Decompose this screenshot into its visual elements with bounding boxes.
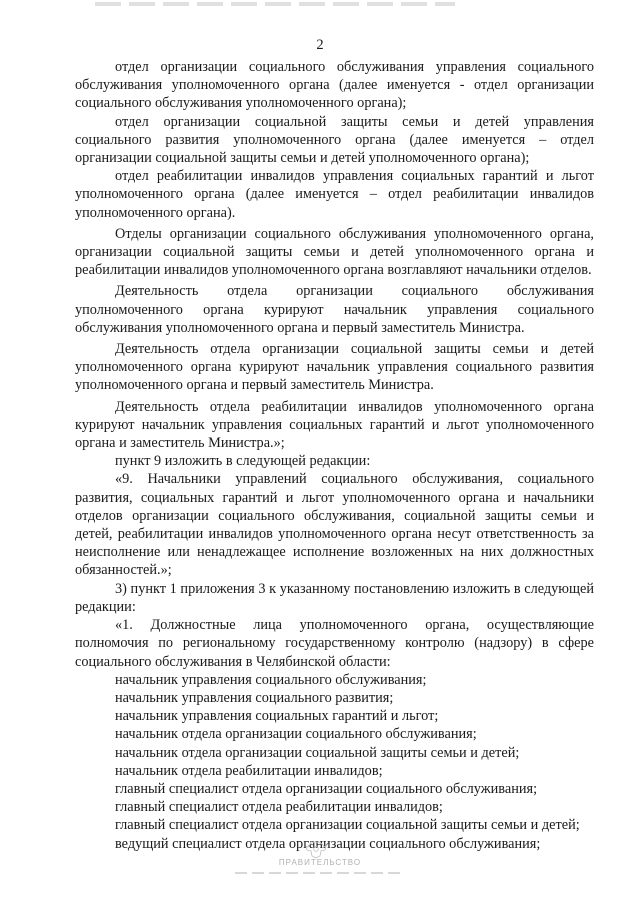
list-item: начальник управления социальных гарантий и льгот;	[115, 708, 439, 725]
list-item: начальник управления социального обслуживания;	[115, 671, 427, 688]
list-item: главный специалист отдела организации социальной защиты семьи и детей;	[115, 817, 580, 834]
paragraph: Деятельность отдела реабилитации инвалидов уполномоченного органа курируют начальник управления социальных гарантий и льгот уполномоченного органа и заместитель Министра.»;	[75, 398, 594, 452]
list-item: начальник управления социального развития;	[115, 689, 394, 706]
list-item: начальник отдела организации социальной защиты семьи и детей;	[115, 744, 520, 761]
paragraph: Отделы организации социального обслуживания уполномоченного органа, организации социальной защиты семьи и детей уполномоченного органа и реабилитации инвалидов уполномоченного органа возглавляют начальники отделов.	[75, 225, 594, 279]
paragraph: «9. Начальники управлений социального обслуживания, социального развития, социальных гарантий и льгот уполномоченного органа и начальники отделов организации социального обслуживания, социальной защиты семьи и детей, реабилитации инвалидов уполномоченного органа несут ответственность за неисполнение или ненадлежащее исполнение возложенных на них должностных обязанностей.»;	[75, 471, 594, 579]
paragraph: Деятельность отдела организации социальной защиты семьи и детей уполномоченного органа курируют начальник управления социального развития уполномоченного органа и первый заместитель Министра.	[75, 341, 594, 394]
paragraph: пункт 9 изложить в следующей редакции:	[115, 453, 371, 470]
list-item: начальник отдела организации социального обслуживания;	[115, 726, 477, 743]
coat-of-arms-icon	[302, 840, 330, 860]
paragraph: «1. Должностные лица уполномоченного органа, осуществляющие полномочия по региональному государственному контролю (надзору) в сфере социального обслуживания в Челябинской области:	[75, 617, 594, 670]
paragraph: Деятельность отдела организации социального обслуживания уполномоченного органа курируют начальник управления социального обслуживания уполномоченного органа и первый заместитель Министра.	[75, 283, 594, 336]
paragraph: отдел реабилитации инвалидов управления социальных гарантий и льгот уполномоченного органа (далее именуется – отдел реабилитации инвалидов уполномоченного органа).	[75, 168, 594, 221]
paragraph: отдел организации социального обслуживания управления социального обслуживания уполномоченного органа (далее именуется - отдел организации социального обслуживания уполномоченного органа);	[75, 59, 594, 112]
document-body	[75, 58, 594, 853]
list-item: ведущий специалист отдела организации социального обслуживания;	[115, 835, 541, 852]
footer-stamp-text: ПРАВИТЕЛЬСТВО	[278, 858, 362, 867]
list-item: начальник отдела реабилитации инвалидов;	[115, 762, 383, 779]
list-item: главный специалист отдела организации социального обслуживания;	[115, 780, 538, 797]
list-item: главный специалист отдела реабилитации инвалидов;	[115, 799, 443, 816]
header-stamp-line	[95, 2, 455, 6]
paragraph: отдел организации социальной защиты семьи и детей управления социального развития уполномоченного органа (далее именуется – отдел организации социальной защиты семьи и детей уполномоченного органа);	[75, 113, 594, 167]
footer-stamp-line	[235, 872, 405, 874]
page-number: 2	[316, 37, 324, 53]
paragraph: 3) пункт 1 приложения 3 к указанному постановлению изложить в следующей редакции:	[75, 580, 594, 615]
